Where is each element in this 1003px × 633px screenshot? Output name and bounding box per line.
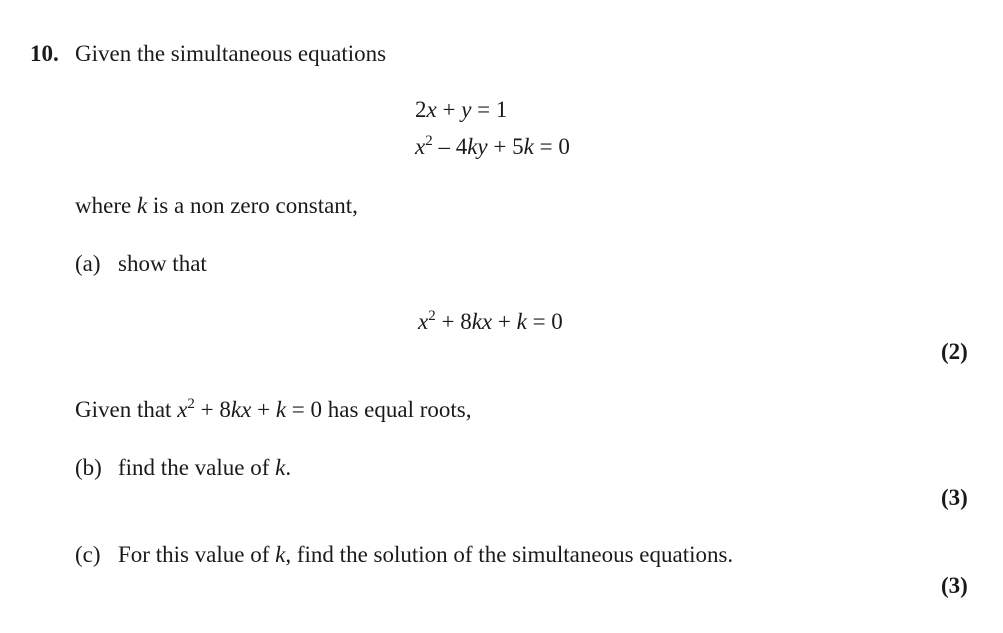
math-variable: x — [426, 97, 437, 122]
math-variable: ky — [467, 134, 488, 159]
given-text — [75, 396, 471, 427]
text-segment: = 0 has equal roots, — [286, 397, 472, 422]
part-c-marks: (3) — [941, 573, 968, 598]
math-variable: x — [177, 397, 188, 422]
text-segment: . — [285, 455, 292, 480]
math-variable: k — [275, 455, 286, 480]
math-variable: k — [523, 134, 534, 159]
equation-1 — [415, 96, 507, 124]
part-a-equation — [418, 308, 563, 339]
text-segment: = 0 — [533, 134, 570, 159]
part-b-text — [118, 454, 291, 482]
math-variable: x — [415, 134, 426, 159]
text-segment: show that — [118, 251, 207, 276]
part-b-label: (b) — [75, 455, 102, 480]
text-segment: = 0 — [526, 309, 563, 334]
math-variable: k — [136, 193, 148, 218]
question-number: 10. — [30, 41, 59, 66]
math-variable: k — [516, 309, 527, 334]
text-segment: is a non zero constant, — [147, 193, 358, 218]
math-variable: k — [275, 397, 287, 422]
text-segment: For this value of — [118, 542, 276, 567]
part-c-text — [118, 541, 733, 569]
text-segment: + 5 — [487, 134, 524, 159]
superscript: 2 — [187, 396, 195, 412]
part-c-label: (c) — [75, 542, 101, 567]
part-b-marks: (3) — [941, 485, 968, 510]
math-variable: kx — [230, 397, 252, 422]
text-segment: 2 — [415, 97, 427, 122]
math-variable: k — [275, 542, 286, 567]
text-segment: + 8 — [194, 397, 231, 422]
condition-text — [75, 192, 358, 220]
question-intro: Given the simultaneous equations — [75, 41, 387, 66]
text-segment: where — [75, 193, 137, 218]
text-segment: = 1 — [471, 97, 508, 122]
text-segment: + 8 — [435, 309, 472, 334]
text-segment: + — [492, 309, 517, 334]
superscript: 2 — [425, 133, 433, 149]
math-variable: kx — [471, 309, 493, 334]
text-segment: , find the solution of the simultaneous equations. — [285, 542, 734, 567]
text-segment: Given that — [75, 397, 178, 422]
part-a-text — [118, 250, 207, 278]
part-a-marks: (2) — [941, 339, 968, 364]
text-segment: – 4 — [432, 134, 468, 159]
text-segment: find the value of — [118, 455, 276, 480]
math-variable: y — [461, 97, 472, 122]
math-variable: x — [418, 309, 429, 334]
text-segment: + — [436, 97, 462, 122]
equation-2 — [415, 133, 570, 164]
text-segment: + — [251, 397, 276, 422]
part-a-label: (a) — [75, 251, 101, 276]
superscript: 2 — [428, 308, 436, 324]
